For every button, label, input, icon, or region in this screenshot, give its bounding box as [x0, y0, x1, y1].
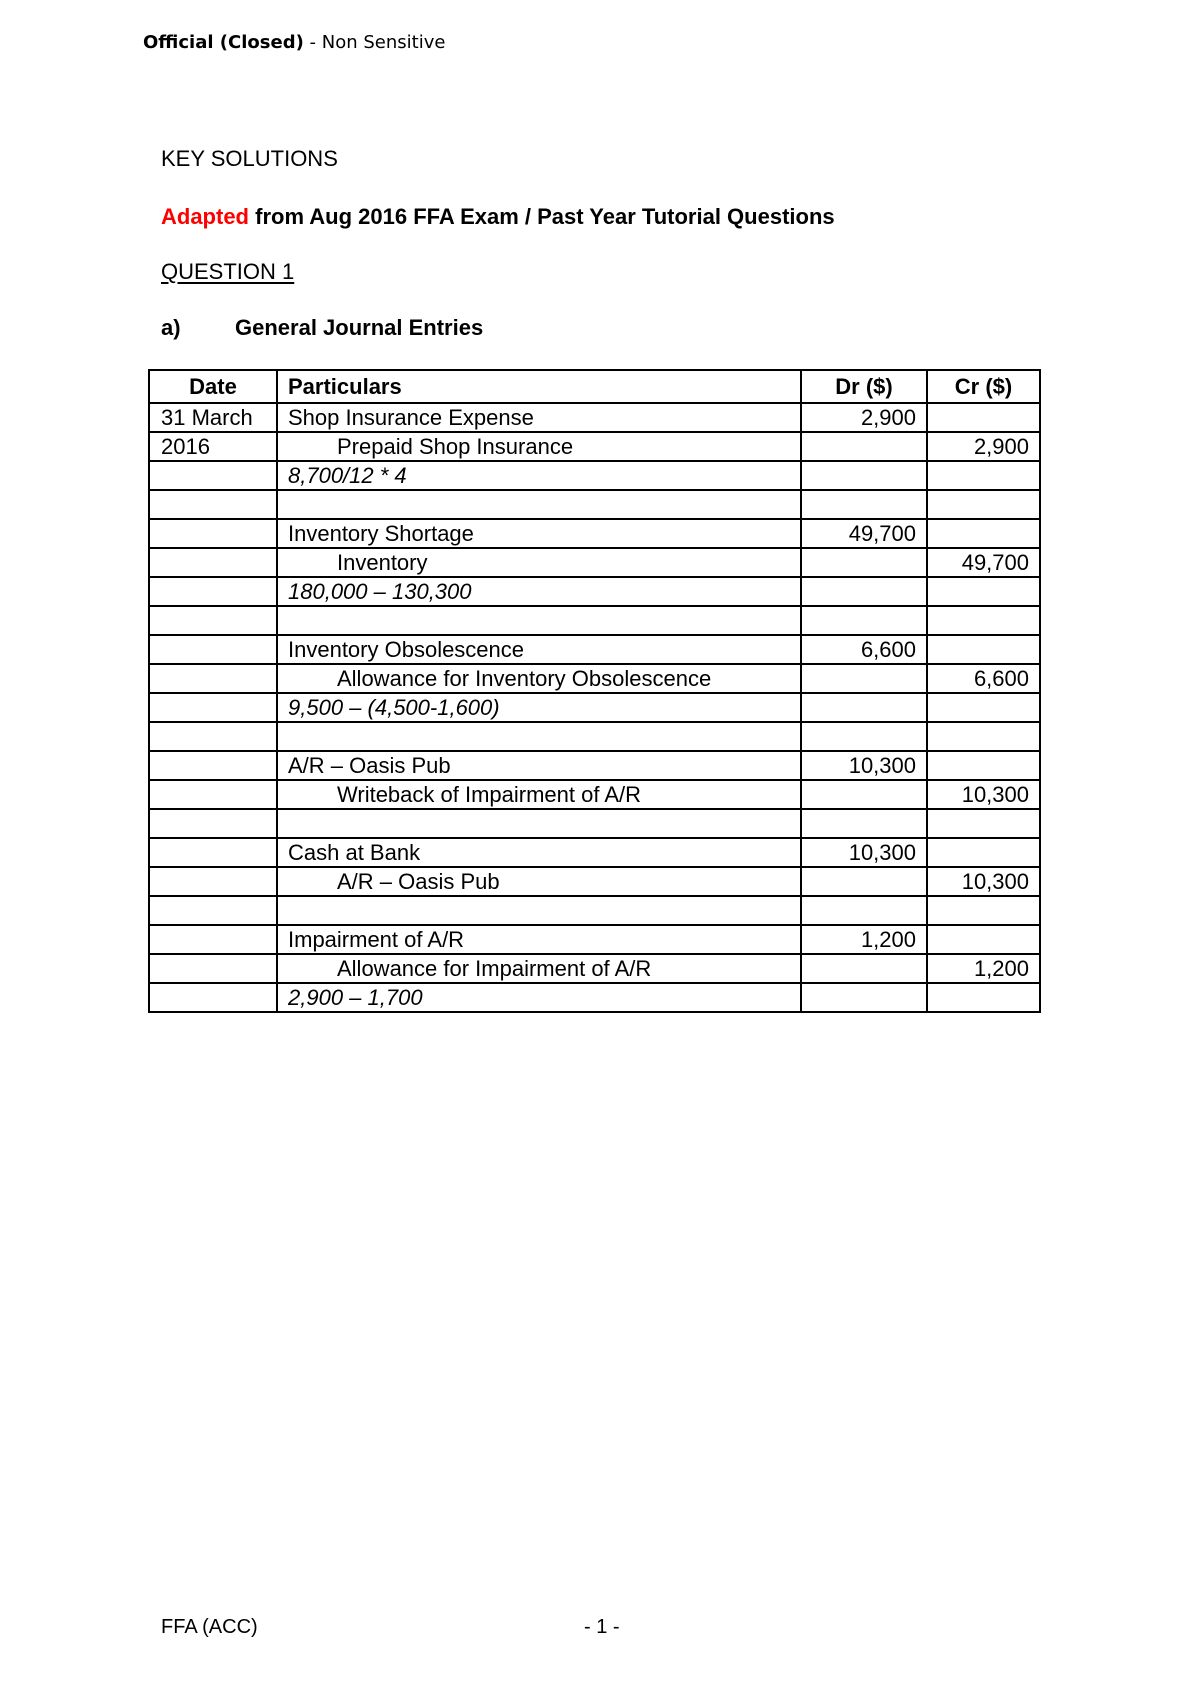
cell-date [149, 867, 277, 896]
table-row [149, 983, 1040, 1012]
cell-date: 2016 [149, 432, 277, 461]
cell-particulars: Allowance for Impairment of A/R [277, 954, 801, 983]
table-row [149, 809, 1040, 838]
cell-date [149, 490, 277, 519]
cell-date [149, 577, 277, 606]
table-row [149, 954, 1040, 983]
cell-particulars: Inventory Obsolescence [277, 635, 801, 664]
cell-dr [801, 461, 927, 490]
cell-dr [801, 896, 927, 925]
cell-dr [801, 780, 927, 809]
cell-date [149, 722, 277, 751]
cell-dr [801, 722, 927, 751]
cell-particulars [277, 809, 801, 838]
cell-date [149, 548, 277, 577]
cell-particulars: Shop Insurance Expense [277, 403, 801, 432]
cell-cr [927, 751, 1040, 780]
cell-cr [927, 635, 1040, 664]
cell-cr [927, 838, 1040, 867]
table-row [149, 693, 1040, 722]
header-dr: Dr ($) [801, 370, 927, 403]
cell-cr: 2,900 [927, 432, 1040, 461]
journal-header-row [149, 370, 1040, 403]
cell-cr: 49,700 [927, 548, 1040, 577]
table-row [149, 461, 1040, 490]
table-row [149, 635, 1040, 664]
cell-cr [927, 809, 1040, 838]
cell-cr [927, 896, 1040, 925]
page-subtitle [161, 204, 835, 230]
cell-dr: 10,300 [801, 838, 927, 867]
cell-cr: 10,300 [927, 867, 1040, 896]
cell-cr [927, 519, 1040, 548]
cell-date [149, 983, 277, 1012]
cell-date [149, 664, 277, 693]
cell-dr [801, 664, 927, 693]
table-row [149, 490, 1040, 519]
cell-date [149, 519, 277, 548]
cell-dr [801, 983, 927, 1012]
table-row [149, 751, 1040, 780]
cell-date [149, 751, 277, 780]
cell-cr [927, 925, 1040, 954]
cell-dr: 1,200 [801, 925, 927, 954]
cell-cr [927, 606, 1040, 635]
cell-particulars: Prepaid Shop Insurance [277, 432, 801, 461]
table-row [149, 722, 1040, 751]
cell-dr [801, 809, 927, 838]
subtitle-rest: from Aug 2016 FFA Exam / Past Year Tutorial Questions [249, 204, 835, 229]
cell-date [149, 635, 277, 664]
table-row [149, 896, 1040, 925]
table-row [149, 403, 1040, 432]
cell-particulars [277, 722, 801, 751]
classification-bold: Official (Closed) [143, 32, 304, 53]
table-row [149, 548, 1040, 577]
cell-particulars: Inventory [277, 548, 801, 577]
cell-dr [801, 490, 927, 519]
cell-cr [927, 461, 1040, 490]
cell-particulars: 8,700/12 * 4 [277, 461, 801, 490]
table-row [149, 606, 1040, 635]
header-particulars: Particulars [277, 370, 801, 403]
cell-dr [801, 954, 927, 983]
cell-date [149, 461, 277, 490]
cell-cr: 1,200 [927, 954, 1040, 983]
cell-cr [927, 693, 1040, 722]
table-row [149, 838, 1040, 867]
section-marker: a) [161, 315, 181, 340]
cell-dr [801, 606, 927, 635]
cell-particulars: A/R – Oasis Pub [277, 751, 801, 780]
question-heading: QUESTION 1 [161, 259, 295, 284]
journal-body [149, 403, 1040, 1012]
cell-date [149, 809, 277, 838]
cell-particulars [277, 896, 801, 925]
table-row [149, 780, 1040, 809]
cell-cr [927, 403, 1040, 432]
cell-dr [801, 432, 927, 461]
cell-dr [801, 867, 927, 896]
cell-dr: 49,700 [801, 519, 927, 548]
cell-dr [801, 693, 927, 722]
cell-particulars: 180,000 – 130,300 [277, 577, 801, 606]
page-title: KEY SOLUTIONS [161, 146, 338, 171]
cell-date [149, 925, 277, 954]
cell-particulars: 2,900 – 1,700 [277, 983, 801, 1012]
subtitle-highlight: Adapted [161, 204, 249, 229]
cell-particulars: 9,500 – (4,500-1,600) [277, 693, 801, 722]
cell-particulars: Inventory Shortage [277, 519, 801, 548]
cell-dr [801, 548, 927, 577]
classification-label [143, 32, 445, 53]
cell-date [149, 954, 277, 983]
cell-particulars [277, 490, 801, 519]
header-date: Date [149, 370, 277, 403]
cell-particulars: Writeback of Impairment of A/R [277, 780, 801, 809]
cell-cr: 10,300 [927, 780, 1040, 809]
cell-particulars: Allowance for Inventory Obsolescence [277, 664, 801, 693]
table-row [149, 867, 1040, 896]
cell-cr [927, 983, 1040, 1012]
table-row [149, 925, 1040, 954]
table-row [149, 577, 1040, 606]
table-row [149, 519, 1040, 548]
section-heading [161, 315, 483, 341]
cell-cr [927, 490, 1040, 519]
cell-date [149, 780, 277, 809]
cell-date [149, 606, 277, 635]
cell-cr [927, 577, 1040, 606]
table-row [149, 664, 1040, 693]
classification-rest: - Non Sensitive [303, 32, 446, 53]
cell-particulars: Cash at Bank [277, 838, 801, 867]
footer-page-number: - 1 - [584, 1616, 620, 1638]
table-row [149, 432, 1040, 461]
cell-dr: 10,300 [801, 751, 927, 780]
cell-date [149, 693, 277, 722]
cell-cr: 6,600 [927, 664, 1040, 693]
section-label: General Journal Entries [235, 315, 484, 340]
cell-dr: 2,900 [801, 403, 927, 432]
journal-table [148, 369, 1041, 1013]
cell-particulars [277, 606, 801, 635]
cell-particulars: A/R – Oasis Pub [277, 867, 801, 896]
cell-particulars: Impairment of A/R [277, 925, 801, 954]
header-cr: Cr ($) [927, 370, 1040, 403]
cell-dr [801, 577, 927, 606]
cell-date [149, 896, 277, 925]
cell-cr [927, 722, 1040, 751]
cell-dr: 6,600 [801, 635, 927, 664]
footer-course: FFA (ACC) [161, 1616, 258, 1638]
cell-date: 31 March [149, 403, 277, 432]
cell-date [149, 838, 277, 867]
